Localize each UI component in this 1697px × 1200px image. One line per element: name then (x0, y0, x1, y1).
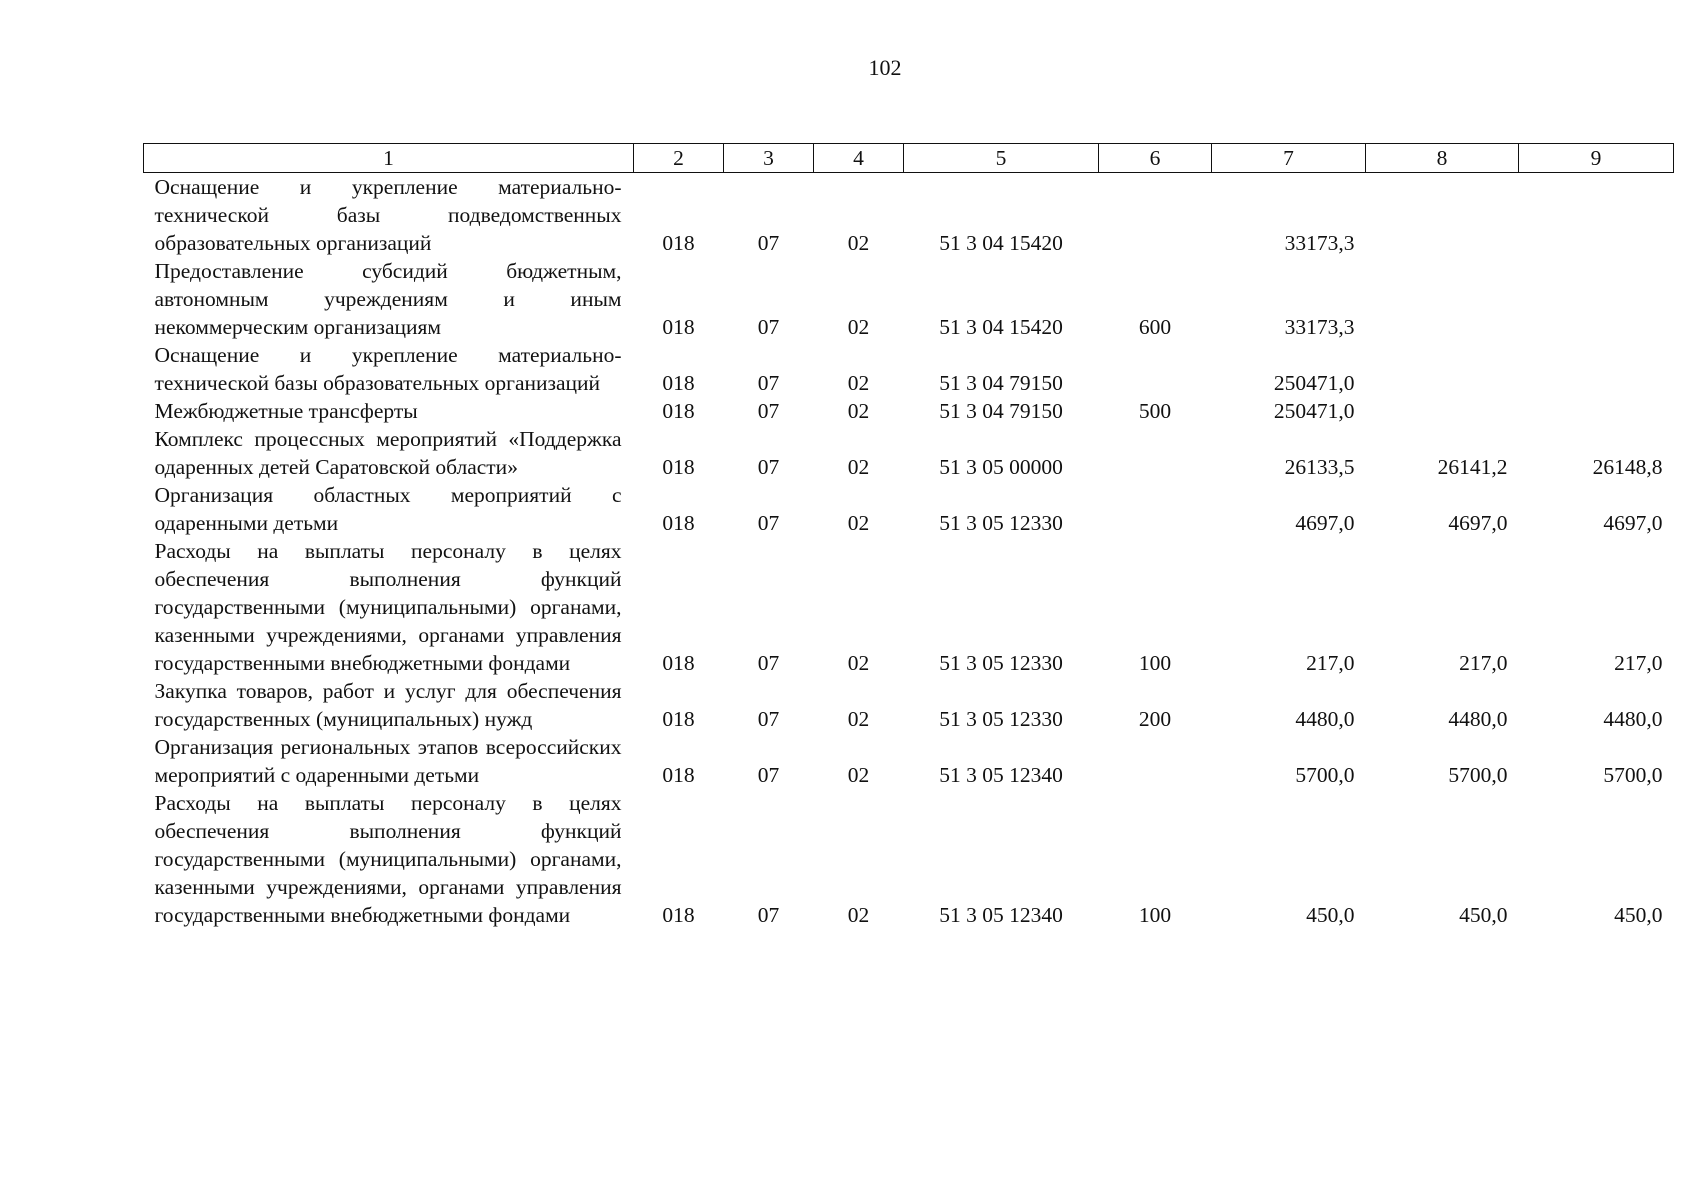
row-target-code: 51 3 05 12340 (939, 763, 1063, 787)
row-target-code: 51 3 05 12330 (939, 511, 1063, 535)
table-header (144, 144, 1674, 173)
row-ministry-code: 018 (662, 511, 695, 535)
row-sum-col8: 26141,2 (1437, 455, 1508, 479)
budget-table (143, 143, 1674, 929)
row-ministry-code: 018 (662, 399, 695, 423)
row-sum-col8: 5700,0 (1448, 763, 1508, 787)
row-expense-type: 600 (1138, 315, 1172, 339)
table-row (144, 733, 1674, 789)
row-name: Предоставление субсидий бюджетным, автономным учреждениям и иным некоммерческим организациям (154, 259, 622, 339)
row-expense-type: 200 (1138, 707, 1172, 731)
row-target-code: 51 3 05 12330 (939, 707, 1063, 731)
table-row (144, 789, 1674, 929)
row-section-code: 07 (757, 511, 780, 535)
row-name: Расходы на выплаты персоналу в целях обеспечения выполнения функций государственными (муниципальными) органами, казенными учреждениями, органами управления государственными внебюджетными фондами (154, 791, 622, 927)
row-subsection-code: 02 (847, 231, 870, 255)
row-expense-type (1099, 481, 1212, 537)
row-target-code: 51 3 04 79150 (939, 371, 1063, 395)
row-name: Оснащение и укрепление материально-технической базы подведомственных образовательных организаций (154, 175, 622, 255)
table-row (144, 341, 1674, 397)
row-target-code: 51 3 05 00000 (939, 455, 1063, 479)
row-expense-type: 100 (1138, 903, 1172, 927)
row-sum-col8: 450,0 (1459, 903, 1508, 927)
row-sum-col9 (1519, 397, 1674, 425)
row-target-code: 51 3 04 79150 (939, 399, 1063, 423)
row-subsection-code: 02 (847, 315, 870, 339)
row-target-code: 51 3 04 15420 (939, 315, 1063, 339)
row-expense-type: 100 (1138, 651, 1172, 675)
row-subsection-code: 02 (847, 399, 870, 423)
row-sum-col9 (1519, 257, 1674, 341)
row-sum-col9: 450,0 (1614, 903, 1663, 927)
row-sum-col8 (1366, 173, 1519, 258)
row-name: Комплекс процессных мероприятий «Поддержка одаренных детей Саратовской области» (154, 427, 622, 479)
table-body (144, 173, 1674, 930)
table-row (144, 481, 1674, 537)
row-name: Организация региональных этапов всероссийских мероприятий с одаренными детьми (154, 735, 622, 787)
row-subsection-code: 02 (847, 763, 870, 787)
page-number: 102 (868, 55, 902, 80)
header-col-6: 6 (1099, 144, 1212, 173)
row-sum-col9: 4697,0 (1603, 511, 1663, 535)
row-ministry-code: 018 (662, 651, 695, 675)
row-name: Оснащение и укрепление материально-технической базы образовательных организаций (154, 343, 622, 395)
row-sum-col9: 4480,0 (1603, 707, 1663, 731)
row-sum-col7: 250471,0 (1273, 399, 1355, 423)
row-expense-type (1099, 733, 1212, 789)
table-row (144, 677, 1674, 733)
row-subsection-code: 02 (847, 903, 870, 927)
header-col-5: 5 (904, 144, 1099, 173)
row-sum-col7: 250471,0 (1273, 371, 1355, 395)
row-section-code: 07 (757, 399, 780, 423)
row-sum-col7: 450,0 (1306, 903, 1355, 927)
row-sum-col9: 26148,8 (1592, 455, 1663, 479)
row-ministry-code: 018 (662, 455, 695, 479)
row-sum-col8 (1366, 257, 1519, 341)
row-name: Расходы на выплаты персоналу в целях обеспечения выполнения функций государственными (муниципальными) органами, казенными учреждениями, органами управления государственными внебюджетными фондами (154, 539, 622, 675)
row-ministry-code: 018 (662, 903, 695, 927)
row-section-code: 07 (757, 371, 780, 395)
row-name: Закупка товаров, работ и услуг для обеспечения государственных (муниципальных) нужд (154, 679, 622, 731)
header-col-4: 4 (814, 144, 904, 173)
row-section-code: 07 (757, 455, 780, 479)
table-row (144, 425, 1674, 481)
row-sum-col7: 4480,0 (1295, 707, 1355, 731)
row-sum-col9 (1519, 173, 1674, 258)
row-section-code: 07 (757, 707, 780, 731)
header-col-3: 3 (724, 144, 814, 173)
row-subsection-code: 02 (847, 371, 870, 395)
row-sum-col7: 217,0 (1306, 651, 1355, 675)
header-col-1: 1 (144, 144, 634, 173)
row-target-code: 51 3 05 12330 (939, 651, 1063, 675)
row-expense-type: 500 (1138, 399, 1172, 423)
header-row (144, 144, 1674, 173)
row-subsection-code: 02 (847, 707, 870, 731)
row-ministry-code: 018 (662, 315, 695, 339)
header-col-2: 2 (634, 144, 724, 173)
header-col-9: 9 (1519, 144, 1674, 173)
row-expense-type (1099, 173, 1212, 258)
row-expense-type (1099, 425, 1212, 481)
row-target-code: 51 3 04 15420 (939, 231, 1063, 255)
row-sum-col8 (1366, 397, 1519, 425)
row-ministry-code: 018 (662, 707, 695, 731)
row-section-code: 07 (757, 763, 780, 787)
row-expense-type (1099, 341, 1212, 397)
row-sum-col8: 4697,0 (1448, 511, 1508, 535)
table-row (144, 257, 1674, 341)
row-sum-col7: 33173,3 (1284, 315, 1355, 339)
header-col-7: 7 (1212, 144, 1366, 173)
row-name: Организация областных мероприятий с одаренными детьми (154, 483, 622, 535)
row-ministry-code: 018 (662, 371, 695, 395)
row-sum-col7: 33173,3 (1284, 231, 1355, 255)
row-sum-col9: 5700,0 (1603, 763, 1663, 787)
row-section-code: 07 (757, 651, 780, 675)
header-col-8: 8 (1366, 144, 1519, 173)
row-target-code: 51 3 05 12340 (939, 903, 1063, 927)
row-sum-col9: 217,0 (1614, 651, 1663, 675)
row-section-code: 07 (757, 231, 780, 255)
row-ministry-code: 018 (662, 763, 695, 787)
row-sum-col7: 26133,5 (1284, 455, 1355, 479)
table-row (144, 397, 1674, 425)
row-section-code: 07 (757, 315, 780, 339)
row-sum-col7: 5700,0 (1295, 763, 1355, 787)
row-sum-col8 (1366, 341, 1519, 397)
row-section-code: 07 (757, 903, 780, 927)
row-ministry-code: 018 (662, 231, 695, 255)
table-row (144, 173, 1674, 258)
row-name: Межбюджетные трансферты (154, 399, 418, 423)
row-subsection-code: 02 (847, 455, 870, 479)
row-sum-col7: 4697,0 (1295, 511, 1355, 535)
table-row (144, 537, 1674, 677)
row-subsection-code: 02 (847, 651, 870, 675)
row-sum-col8: 217,0 (1459, 651, 1508, 675)
row-sum-col9 (1519, 341, 1674, 397)
row-sum-col8: 4480,0 (1448, 707, 1508, 731)
row-subsection-code: 02 (847, 511, 870, 535)
